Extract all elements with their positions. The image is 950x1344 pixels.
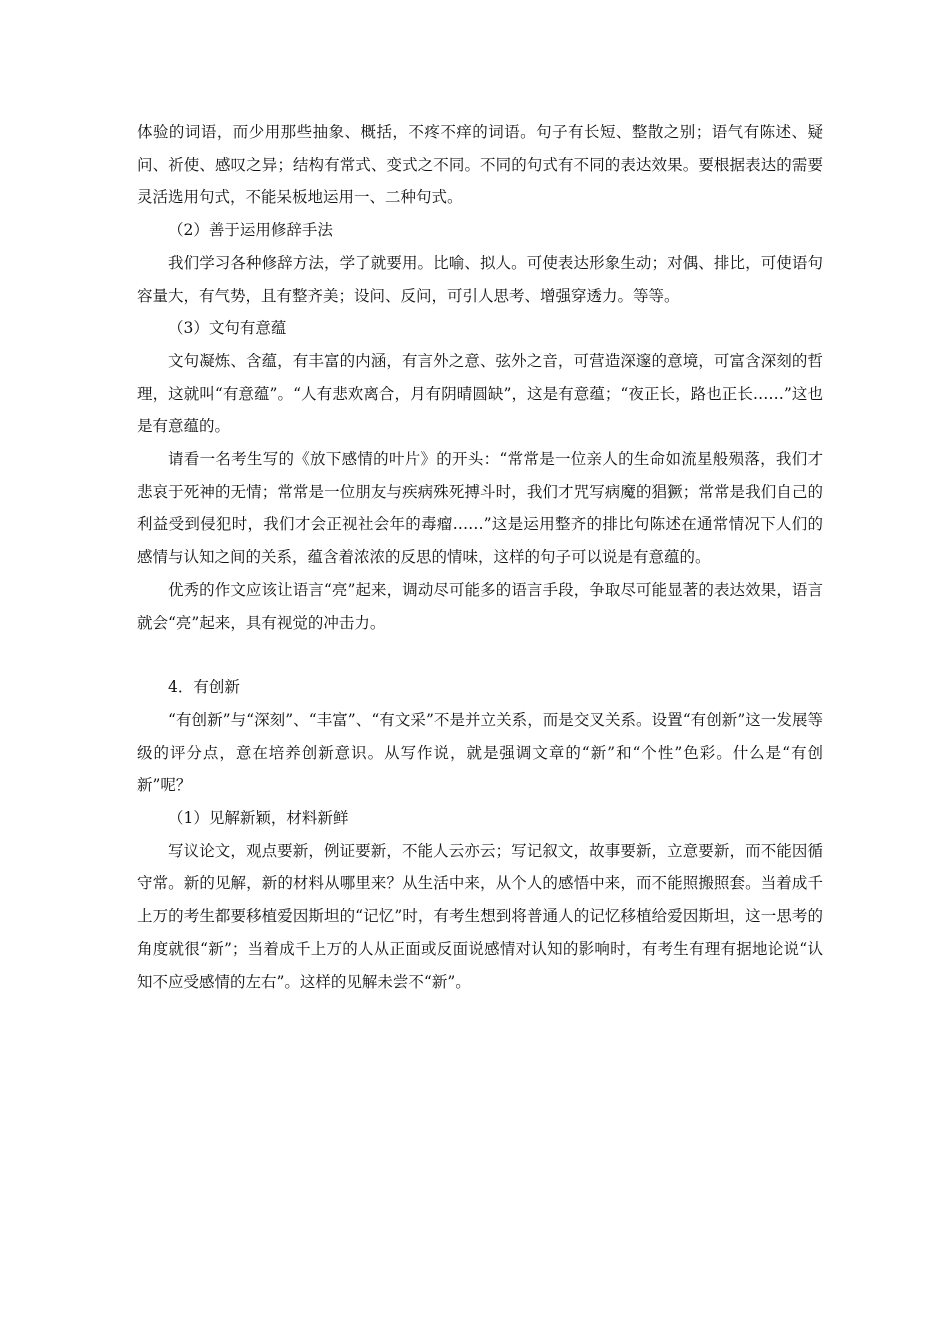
paragraph-brighten-language: 优秀的作文应该让语言“亮”起来，调动尽可能多的语言手段，争取尽可能显著的表达效果，语言就会“亮”起来，具有视觉的冲击力。: [137, 580, 823, 632]
paragraph-language-variety: 体验的词语，而少用那些抽象、概括，不疼不痒的词语。句子有长短、整散之别；语气有陈述、疑问、祈使、感叹之异；结构有常式、变式之不同。不同的句式有不同的表达效果。要根据表达的需要灵活选用句式，不能呆板地运用一、二种句式。: [137, 123, 823, 207]
paragraph-rhetoric: 我们学习各种修辞方法，学了就要用。比喻、拟人。可使表达形象生动；对偶、排比，可使语句容量大，有气势，且有整齐美；设问、反问，可引人思考、增强穿透力。等等。: [137, 253, 823, 305]
paragraph-innovation: “有创新”与“深刻”、“丰富”、“有文采”不是并立关系，而是交叉关系。设置“有创新”这一发展等级的评分点，意在培养创新意识。从写作说，就是强调文章的“新”和“个性”色彩。什么是“有创新”呢？: [137, 710, 823, 795]
subheading-novel-views: （1）见解新颖，材料新鲜: [168, 809, 349, 828]
subheading-connotation: （3）文句有意蕴: [168, 319, 287, 338]
paragraph-example: 请看一名考生写的《放下感情的叶片》的开头：“常常是一位亲人的生命如流星般殒落，我们才悲哀于死神的无情；常常是一位朋友与疾病殊死搏斗时，我们才咒写病魔的猖獗；常常是我们自己的利益受到侵犯时，我们才会正视社会年的毒瘤……”这是运用整齐的排比句陈述在通常情况下人们的感情与认知之间的关系，蕴含着浓浓的反思的情味，这样的句子可以说是有意蕴的。: [137, 450, 823, 567]
body-text: [137, 116, 823, 998]
paragraph-connotation: 文句凝炼、含蕴，有丰富的内涵，有言外之意、弦外之音，可营造深邃的意境，可富含深刻的哲理，这就叫“有意蕴”。“人有悲欢离合，月有阴晴圆缺”，这是有意蕴；“夜正长，路也正长……”这也是有意蕴的。: [137, 351, 823, 436]
paragraph-novel-views: 写议论文，观点要新，例证要新，不能人云亦云；写记叙文，故事要新，立意要新，而不能因循守常。新的见解，新的材料从哪里来？从生活中来，从个人的感悟中来，而不能照搬照套。当着成千上万的考生都要移植爱因斯坦的“记忆”时，有考生想到将普通人的记忆移植给爱因斯坦，这一思考的角度就很“新”；当着成千上万的人从正面或反面说感情对认知的影响时，有考生有理有据地论说“认知不应受感情的左右”。这样的见解未尝不“新”。: [137, 841, 823, 991]
section-heading-innovation: 4．有创新: [168, 678, 240, 697]
subheading-rhetoric: （2）善于运用修辞手法: [168, 221, 333, 240]
section-gap: [137, 639, 823, 671]
